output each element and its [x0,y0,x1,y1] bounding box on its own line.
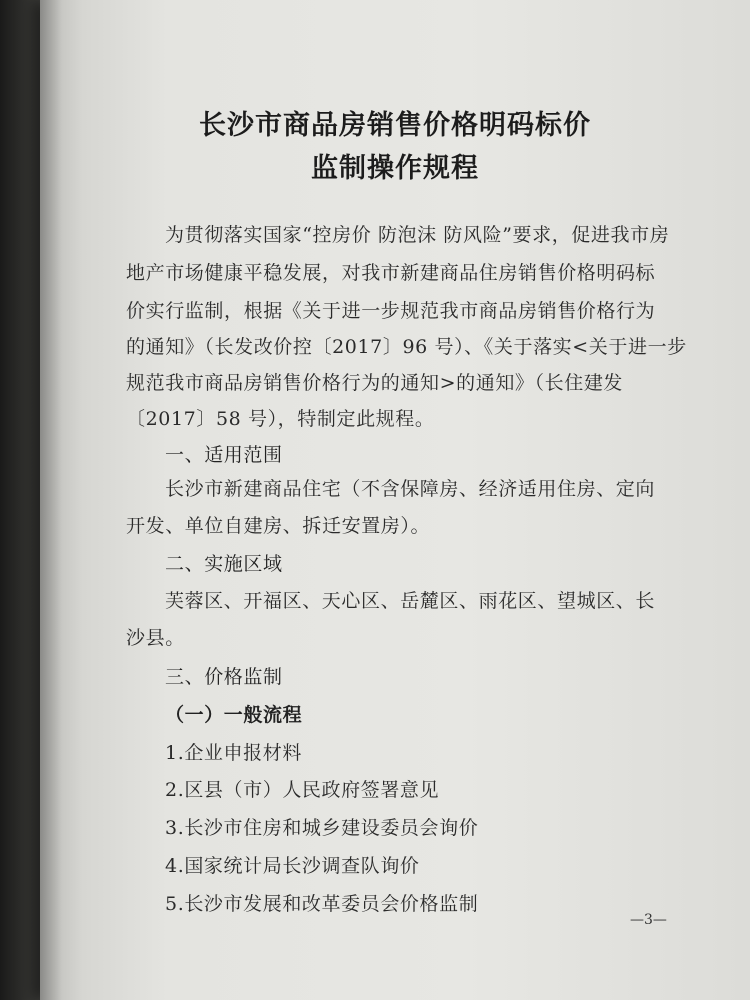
intro-line-4: 的通知》（长发改价控〔2017〕96 号）、《关于落实<关于进一步 [126,336,687,358]
step-item-4: 4.国家统计局长沙调查队询价 [165,855,420,877]
section-1-heading: 一、适用范围 [165,444,283,466]
step-item-2: 2.区县（市）人民政府签署意见 [165,779,440,801]
subsection-heading: （一）一般流程 [165,704,303,726]
intro-line-2: 地产市场健康平稳发展，对我市新建商品住房销售价格明码标 [126,262,656,284]
section-2-heading: 二、实施区域 [165,553,283,575]
page-number: —3— [630,912,667,928]
intro-line-1: 为贯彻落实国家“控房价 防泡沫 防风险”要求，促进我市房 [165,224,670,246]
section-2-line-1: 芙蓉区、开福区、天心区、岳麓区、雨花区、望城区、长 [165,590,656,612]
step-item-3: 3.长沙市住房和城乡建设委员会询价 [165,817,479,839]
document-title-line-2: 监制操作规程 [311,153,479,184]
intro-line-5: 规范我市商品房销售价格行为的通知>的通知》（长住建发 [126,372,624,394]
section-1-line-2: 开发、单位自建房、拆迁安置房）。 [126,515,431,537]
step-item-5: 5.长沙市发展和改革委员会价格监制 [165,893,479,915]
step-item-1: 1.企业申报材料 [165,742,302,764]
section-2-line-2: 沙县。 [126,627,185,649]
intro-line-3: 价实行监制，根据《关于进一步规范我市商品房销售价格行为 [126,300,656,322]
intro-line-6: 〔2017〕58 号），特制定此规程。 [126,408,435,430]
document-title-line-1: 长沙市商品房销售价格明码标价 [199,110,591,141]
section-1-line-1: 长沙市新建商品住宅（不含保障房、经济适用住房、定向 [165,478,656,500]
section-3-heading: 三、价格监制 [165,666,283,688]
